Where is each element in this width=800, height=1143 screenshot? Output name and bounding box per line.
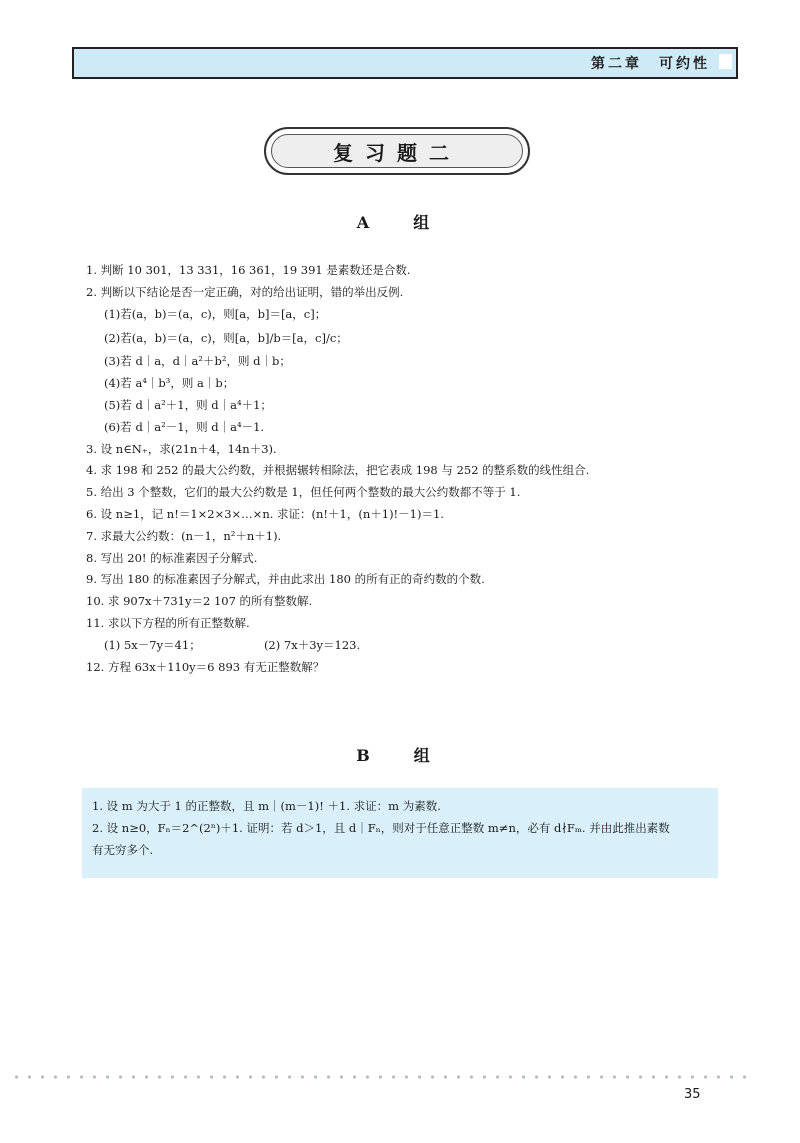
chapter-title: 第二章 可约性	[591, 56, 710, 72]
problem-line: 5. 给出 3 个整数，它们的最大公约数是 1，但任何两个整数的最大公约数都不等于 1.	[86, 485, 521, 500]
problem-line: 1. 判断 10 301，13 331，16 361，19 391 是素数还是合数.	[86, 263, 411, 277]
group-b-problem-list	[92, 796, 708, 861]
problem-line: (4)若 a⁴｜b³，则 a｜b；	[104, 376, 235, 391]
chapter-header-bar	[72, 47, 738, 79]
problem-line: 8. 写出 20! 的标准素因子分解式.	[86, 550, 258, 565]
problem-line-part: 有无穷多个.	[92, 842, 154, 857]
group-a-heading: A 组	[356, 213, 444, 232]
problem-line: 4. 求 198 和 252 的最大公约数，并根据辗转相除法，把它表成 198 与 252 的整系数的线性组合.	[86, 463, 590, 478]
problem-line: 10. 求 907x＋731y＝2 107 的所有整数解.	[86, 594, 313, 609]
header-square-icon	[719, 54, 732, 69]
problem-line-part: 2. 设 n≥0，Fₙ＝2^(2ⁿ)＋1. 证明：若 d＞1，且 d｜Fₙ，则对于任意正整数 m≠n，必有 d∤Fₘ. 并由此推出素数	[92, 820, 670, 835]
problem-line: (2)若(a，b)＝(a，c)，则[a，b]/b＝[a，c]/c；	[104, 331, 348, 346]
page-number: 35	[684, 1087, 701, 1102]
problem-line: 12. 方程 63x＋110y＝6 893 有无正整数解？	[86, 659, 325, 674]
review-title-inner	[271, 134, 523, 168]
problem-line: 9. 写出 180 的标准素因子分解式，并由此求出 180 的所有正的奇约数的个数.	[86, 572, 485, 587]
problem-line: 11. 求以下方程的所有正整数解.	[86, 615, 250, 630]
problem-line: (6)若 d｜a²－1，则 d｜a⁴－1.	[104, 419, 265, 434]
problem-line: 6. 设 n≥1，记 n!＝1×2×3×…×n. 求证：(n!＋1，(n＋1)!－1)＝1.	[86, 506, 444, 521]
footer-dotted-rule	[10, 1074, 750, 1080]
problem-line: 3. 设 n∈N₊，求(21n＋4，14n＋3).	[86, 441, 277, 456]
review-title-frame	[264, 127, 530, 175]
problem-line: (3)若 d｜a，d｜a²＋b²，则 d｜b；	[104, 354, 291, 369]
problem-line: (5)若 d｜a²＋1，则 d｜a⁴＋1；	[104, 397, 272, 412]
group-a-problem-list	[86, 260, 736, 678]
problem-line: (1)若(a，b)＝(a，c)，则[a，b]＝[a，c]；	[104, 306, 327, 321]
problem-line: 7. 求最大公约数：(n－1，n²＋n＋1).	[86, 528, 282, 543]
problem-line: 2. 判断以下结论是否一定正确，对的给出证明，错的举出反例.	[86, 284, 404, 299]
problem-line	[92, 818, 708, 862]
review-title: 复习题二	[333, 140, 461, 165]
group-b-heading: B 组	[356, 746, 444, 765]
problem-line: (1) 5x－7y＝41； (2) 7x＋3y＝123.	[104, 637, 361, 652]
group-b-box	[82, 788, 718, 878]
problem-line: 1. 设 m 为大于 1 的正整数，且 m｜(m－1)! ＋1. 求证：m 为素数.	[92, 799, 441, 813]
